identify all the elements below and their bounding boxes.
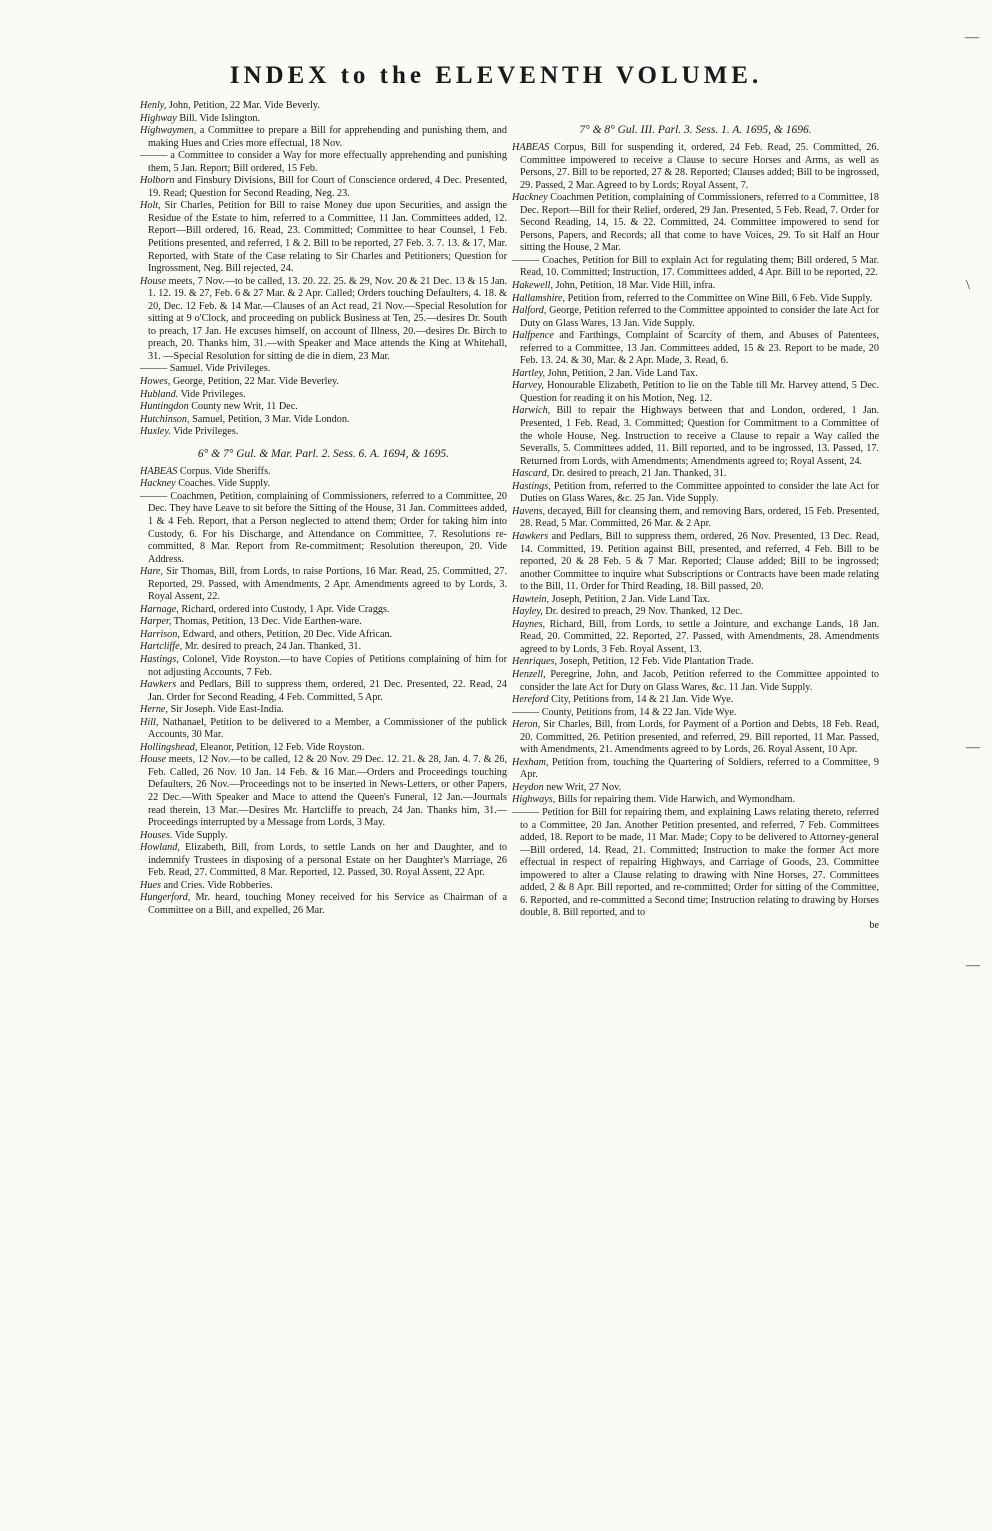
entry-heading: Heydon	[512, 781, 544, 793]
entry-text: Vide Supply.	[172, 829, 228, 841]
entry-text: Eleanor, Petition, 12 Feb. Vide Royston.	[197, 741, 365, 753]
entry-heading: Hutchinson,	[140, 413, 190, 425]
entry-text: and Pedlars, Bill to suppress them, ordered, 26 Nov. Presented, 13 Dec. Read, 14. Committed, 19. Petition against Bill, presented, and referred, 4 Feb. Bill to be reported, 20 & 28 Feb. 5 & 7 Mar. Reported; Clause added; Bill to be ingrossed; another Committee to inquire what Subscriptions or Contracts have been made relating to the Bill, 11. Order for Third Reading, 18. Bill passed, 20.	[520, 530, 879, 593]
entry-text: Richard, Bill, from Lords, to settle a Jointure, and exchange Lands, 18 Jan. Read, 20. Committed, 22. Reported, 27. Passed, with Amendments, 28. Amendments agreed to by Lords, 3 Feb. Royal Assent, 13.	[520, 618, 879, 655]
margin-mark: —	[965, 30, 979, 45]
index-entry	[140, 616, 507, 629]
entry-heading: Hastings,	[140, 653, 179, 665]
entry-heading: Hartcliffe,	[140, 641, 183, 653]
catchword: be	[869, 919, 879, 931]
index-entry	[140, 401, 507, 414]
index-entry	[140, 426, 507, 439]
entry-text: Bills for repairing them. Vide Harwich, and Wymondham.	[555, 794, 796, 806]
index-entry	[512, 368, 879, 381]
entry-text: John, Petition, 22 Mar. Vide Beverly.	[166, 100, 320, 111]
entry-heading: Harwich,	[512, 405, 551, 417]
entry-text: Coachmen Petition, complaining of Commissioners, referred to a Committee, 18 Dec. Report—Bill for their Relief, ordered, 29 Jan. Presented, 5 Feb. Read, 7. Order for Second Reading, 14, 15. & 22. Committed, 24. Committee impowered to send for Persons, Papers, and Records; all that come to have Voices, 29. To sit Half an Hour sitting the House, 2 Mar.	[520, 192, 879, 254]
index-entry	[140, 363, 507, 376]
index-entry	[512, 619, 879, 657]
entry-text: and Pedlars, Bill to suppress them, ordered, 21 Dec. Presented, 22. Read, 24 Jan. Order for Second Reading, 4 Feb. Committed, 5 Apr.	[148, 679, 507, 703]
entry-text: George, Petition, 22 Mar. Vide Beverley.	[170, 376, 339, 388]
entry-text: decayed, Bill for cleansing them, and removing Bars, ordered, 15 Feb. Presented, 28. Read, 5 Mar. Committed, 26 Mar. & 2 Apr.	[520, 505, 879, 530]
entry-heading: HABEAS	[140, 465, 178, 477]
index-entry	[140, 604, 507, 617]
index-entry	[140, 629, 507, 642]
index-entry	[512, 255, 879, 280]
entry-text: Sir Joseph. Vide East-India.	[168, 704, 284, 716]
entry-heading: Harrison,	[140, 628, 180, 640]
index-entry	[512, 293, 879, 306]
margin-mark: —	[966, 740, 980, 755]
session-heading-right: 7° & 8° Gul. III. Parl. 3. Sess. 1. A. 1695, & 1696.	[579, 124, 812, 136]
entry-heading: Hawkers	[512, 530, 549, 542]
index-entry	[140, 389, 507, 402]
entry-heading: Halfpence	[512, 330, 554, 342]
entry-heading: Hill,	[140, 716, 159, 728]
entry-heading: Hare,	[140, 566, 164, 578]
entry-text: Sir Charles, Petition for Bill to raise Money due upon Securities, and assign the Residue of the Estate to him, referred to a Committee, 11 Jan. Committees added, 12. Report—Bill ordered, 16. Read, 23. Committed; Committee to hear Counsel, 1 Feb. Petitions presented, and referred, 1 & 2. Bill to be reported, 27 Feb. 3. 7. 13. & 17, Mar. Reported, with State of the Case relating to Sir Charles and Petitioners; Question for Ingrossment, Neg. Bill rejected, 24.	[148, 200, 507, 275]
index-entry	[512, 606, 879, 619]
entry-text: Petition from, touching the Quartering of Soldiers, referred to a Committee, 9 Apr.	[520, 756, 879, 781]
entry-text: Vide Privileges.	[178, 388, 246, 400]
index-entry	[140, 491, 507, 566]
session-heading-left: 6° & 7° Gul. & Mar. Parl. 2. Sess. 6. A. 1694, & 1695.	[197, 447, 450, 460]
index-entry	[512, 719, 879, 757]
entry-text: Coaches, Petition for Bill to explain Act for regulating them; Bill ordered, 5 Mar. Read, 10. Committed; Instruction, 17. Committees added, 4 Apr. Bill to be reported, 22.	[520, 254, 879, 279]
entry-text: Richard, ordered into Custody, 1 Apr. Vide Craggs.	[178, 603, 390, 615]
entry-text: Elizabeth, Bill, from Lords, to settle Lands on her and Daughter, and to indemnify Trustees in disposing of a personal Estate on her Daughter's Marriage, 26 Feb. Read, 27. Committed, 8 Mar. Reported, 12. Passed, 30. Royal Assent, 22 Apr.	[148, 842, 507, 879]
index-entry	[140, 376, 507, 389]
index-entry	[140, 654, 507, 679]
entry-text: John, Petition, 18 Mar. Vide Hill, infra.	[553, 280, 716, 292]
right-column	[512, 123, 879, 932]
entry-heading: ———	[512, 254, 540, 266]
index-entry	[512, 782, 879, 795]
entry-heading: ———	[512, 706, 540, 718]
index-entry	[512, 794, 879, 807]
index-entry	[140, 754, 507, 829]
entry-text: Bill. Vide Islington.	[176, 112, 261, 124]
index-entry	[140, 414, 507, 427]
entry-text: and Cries. Vide Robberies.	[160, 879, 273, 891]
entry-text: John, Petition, 2 Jan. Vide Land Tax.	[545, 367, 698, 379]
entry-heading: Houses.	[140, 829, 173, 841]
index-entry	[512, 142, 879, 192]
index-entry	[512, 707, 879, 720]
page-title: INDEX to the ELEVENTH VOLUME.	[229, 62, 763, 89]
entry-heading: Highway	[140, 112, 177, 124]
index-entry	[140, 717, 507, 742]
entry-heading: Herne,	[140, 704, 169, 716]
index-entry	[140, 150, 507, 175]
entry-text: Joseph, Petition, 2 Jan. Vide Land Tax.	[549, 593, 711, 605]
entry-heading: Highways,	[512, 794, 556, 806]
entry-heading: Harper,	[140, 616, 172, 628]
index-entry	[512, 656, 879, 669]
entry-heading: Howes,	[140, 376, 171, 388]
entry-text: County new Writ, 11 Dec.	[188, 401, 298, 413]
index-entry	[140, 742, 507, 755]
entry-heading: Hackney	[140, 478, 176, 490]
entry-text: Sir Charles, Bill, from Lords, for Payment of a Portion and Debts, 18 Feb. Read, 20. Committed, 26. Petition presented, and referred, 29. Bill reported, 11 Mar. Passed, with Amendments, 21. Amendments agreed to by Lords, 26. Royal Assent, 10 Apr.	[520, 719, 879, 756]
entry-text: Samuel. Vide Privileges.	[167, 363, 271, 375]
entry-heading: Hexham,	[512, 756, 549, 768]
entry-heading: ———	[140, 150, 168, 162]
entry-heading: Havens,	[512, 505, 546, 517]
index-entry	[512, 280, 879, 293]
index-entry	[512, 757, 879, 782]
entry-text: Petition for Bill for repairing them, and explaining Laws relating thereto, referred to a Committee, 20 Jan. Another Petition presented, and referred, 7 Feb. Committees added, 18. Report to be made, 11 Mar. Made; Copy to be delivered to Attorney-general—Bill ordered, 14. Read, 21. Committed; Instruction to make the former Act more effectual in respect of repairing Highways, and Carriage of Goods, 23. Committee impowered to alter a Clause relating to drawing with Nine Horses, 27. Committees added, 2 & 8 Apr. Bill reported, and re-committed; Order for sitting of the Committee, 6. Reported, and re-committed a Second time; Instruction relating to drawing by Horses double, 8. Bill reported, and to	[520, 806, 879, 919]
entry-text: Sir Thomas, Bill, from Lords, to raise Portions, 16 Mar. Read, 25. Committed, 27. Reported, 29. Passed, with Amendments, 2 Apr. Amendments agreed to by Lords, 3. Royal Assent, 22.	[148, 566, 507, 603]
index-entries-part-1	[140, 100, 507, 439]
entry-heading: Harvey,	[512, 380, 544, 392]
entry-heading: Highwaymen,	[140, 125, 197, 137]
index-entry	[140, 466, 507, 479]
entry-text: Dr. desired to preach, 21 Jan. Thanked, 31.	[549, 468, 727, 480]
entry-heading: Hartley,	[512, 367, 546, 379]
index-entry	[512, 330, 879, 368]
entry-heading: Hallamshire,	[512, 292, 566, 304]
index-entry	[512, 506, 879, 531]
index-entry	[140, 641, 507, 654]
entry-heading: HABEAS	[512, 142, 550, 153]
entry-text: City, Petitions from, 14 & 21 Jan. Vide Wye.	[548, 694, 734, 706]
entry-text: new Writ, 27 Nov.	[543, 781, 622, 793]
entry-heading: Heron,	[512, 719, 541, 731]
index-entry	[512, 807, 879, 920]
entry-heading: Hues	[140, 879, 161, 891]
left-column	[140, 100, 507, 917]
index-entry	[512, 468, 879, 481]
entry-heading: Hayley,	[512, 606, 543, 618]
entry-heading: Harnage,	[140, 603, 179, 615]
index-entry	[512, 405, 879, 468]
index-entry	[512, 481, 879, 506]
index-entry	[140, 566, 507, 604]
entry-heading: Halford,	[512, 305, 547, 317]
entry-text: Peregrine, John, and Jacob, Petition referred to the Committee appointed to consider the late Act for Duty on Glass Wares, &c. 11 Jan. Vide Supply.	[520, 668, 879, 693]
entry-text: Dr. desired to preach, 29 Nov. Thanked, 12 Dec.	[542, 606, 743, 618]
entry-heading: Huxley.	[140, 426, 171, 438]
entry-text: County, Petitions from, 14 & 22 Jan. Vide Wye.	[539, 706, 737, 718]
entry-heading: House	[140, 754, 167, 766]
index-entry	[140, 892, 507, 917]
entry-text: Corpus, Bill for suspending it, ordered, 24 Feb. Read, 25. Committed, 26. Committee impowered to receive a Clause to secure Horses and Arms, as well as Persons, 27. Bill to be reported, 27 & 28. Reported; Clauses added; Bill to be ingrossed, 29. Passed, 2 Mar. Agreed to by Lords; Royal Assent, 7.	[520, 142, 879, 191]
index-entry	[140, 830, 507, 843]
entry-text: Honourable Elizabeth, Petition to lie on the Table till Mr. Harvey attend, 5 Dec. Question for reading it on his Motion, Neg. 12.	[520, 380, 879, 404]
index-entry	[140, 125, 507, 150]
index-entry	[140, 842, 507, 880]
entry-text: Bill to repair the Highways between that and London, ordered, 1 Jan. Presented, 1 Feb. Read, 3. Committed; Question for Commitment to a Committee of the whole House, Neg. Instruction to receive a Clause to repair a Way called the Severalls, 5. Committees added, 11. Bill reported, and to be ingrossed, 13. Passed, 17. Returned from Lords, with Amendments; Amendments agreed to; Royal Assent, 24.	[520, 405, 879, 467]
entry-heading: Hungerford,	[140, 892, 191, 904]
entry-text: Mr. heard, touching Money received for his Service as Chairman of a Committee on a Bill, and expelled, 26 Mar.	[148, 892, 507, 916]
entry-text: Nathanael, Petition to be delivered to a Member, a Commissioner of the publick Accounts, 30 Mar.	[148, 716, 507, 741]
entry-heading: House	[140, 275, 167, 287]
index-entry	[140, 880, 507, 893]
entry-heading: Henriques,	[512, 656, 557, 668]
index-entry	[140, 100, 507, 113]
entry-heading: Holt,	[140, 200, 161, 212]
entry-text: a Committee to consider a Way for more effectually apprehending and punishing them, 5 Jan. Report; Bill ordered, 15 Feb.	[148, 150, 507, 174]
index-entry	[512, 192, 879, 255]
entry-heading: Hackney	[512, 192, 548, 204]
index-entry	[512, 380, 879, 405]
entry-text: Samuel, Petition, 3 Mar. Vide London.	[189, 413, 350, 425]
index-entries-right	[512, 142, 879, 920]
index-entry	[140, 478, 507, 491]
entry-heading: Hereford	[512, 694, 549, 706]
entry-heading: Henzell,	[512, 668, 546, 680]
entry-heading: Hollingshead,	[140, 741, 198, 753]
entry-text: Thomas, Petition, 13 Dec. Vide Earthen-ware.	[171, 616, 362, 628]
index-entry	[512, 594, 879, 607]
index-entry	[140, 679, 507, 704]
entry-text: meets, 7 Nov.—to be called, 13. 20. 22. 25. & 29, Nov. 20 & 21 Dec. 13 & 15 Jan. 1. 12. 19. & 27, Feb. 6 & 27 Mar. & 2 Apr. Called; Orders touching Defaulters, 4. 18. & 20, Dec. 12 Feb. & 14 Mar.—Clauses of an Act read, 21 Nov.—Special Resolution for sitting at 9 o'Clock, and proceeding on publick Business at Ten, 25.—desires Dr. South to preach, 17 Jan. He excuses himself, on account of Illness, 20.—desires Dr. Birch to preach, 20. Thanks him, 31.—with Speaker and Mace attends the King at Whitehall, 31. —Special Resolution for sitting de die in diem, 23 Mar.	[148, 275, 507, 362]
index-entry	[140, 704, 507, 717]
entry-heading: Hawtein,	[512, 593, 550, 605]
index-entry	[140, 175, 507, 200]
entry-heading: Hascard,	[512, 468, 550, 480]
index-entry	[140, 200, 507, 275]
entry-heading: Hawkers	[140, 679, 177, 691]
entry-heading: ———	[140, 490, 168, 502]
entry-text: Mr. desired to preach, 24 Jan. Thanked, 31.	[182, 641, 362, 653]
margin-mark: —	[966, 958, 980, 973]
entry-heading: ———	[512, 806, 540, 818]
index-entry	[512, 305, 879, 330]
index-entry	[512, 669, 879, 694]
entry-heading: Howland,	[140, 842, 180, 854]
index-entries-part-2	[140, 466, 507, 918]
entry-text: Edward, and others, Petition, 20 Dec. Vide African.	[179, 628, 393, 640]
entry-heading: Hubland.	[140, 388, 179, 400]
entry-text: a Committee to prepare a Bill for apprehending and punishing them, and making Hues and Cries more effectual, 18 Nov.	[148, 125, 507, 149]
entry-text: meets, 12 Nov.—to be called, 12 & 20 Nov. 29 Dec. 12. 21. & 28, Jan. 4. 7. & 26, Feb. Called, 26 Nov. 10 Jan. 14 Feb. & 16 Mar.—Orders and Proceedings touching Defaulters, 26 Nov.—Proceedings not to be inserted in News-Letters, or other Papers, 22 Dec.—With Speaker and Mace to attend the Queen's Funeral, 12 Jan.—Journals read therein, 13 Mar.—Desires Mr. Hartcliffe to preach, 24 Jan. Thanks him, 31.—Proceedings interrupted by a Message from Lords, 3 May.	[148, 754, 507, 829]
entry-heading: Hastings,	[512, 480, 551, 492]
entry-text: Vide Privileges.	[170, 426, 239, 438]
entry-text: Coaches. Vide Supply.	[175, 478, 271, 490]
entry-heading: Henly,	[140, 100, 167, 111]
entry-text: Joseph, Petition, 12 Feb. Vide Plantation Trade.	[557, 656, 754, 668]
entry-text: Colonel, Vide Royston.—to have Copies of Petitions complaining of him for not adjusting Accounts, 7 Feb.	[148, 653, 507, 678]
entry-text: George, Petition referred to the Committee appointed to consider the late Act for Duty on Glass Wares, 13 Jan. Vide Supply.	[520, 305, 879, 329]
margin-mark: \	[966, 278, 970, 293]
index-entry	[140, 276, 507, 364]
entry-text: Coachmen, Petition, complaining of Commissioners, referred to a Committee, 20 Dec. They have Leave to sit before the Sitting of the House, 31 Jan. Committees added, 1 & 4 Feb. Report, that a Person neglected to attend them; Order for taking him into Custody, 6. For his Discharge, and Attendance on Committee, 7. Resolutions re-committed, 8 Mar. Report from Re-commitment; Resolution thereupon, 20. Vide Address.	[148, 490, 507, 565]
entry-text: and Finsbury Divisions, Bill for Court of Conscience ordered, 4 Dec. Presented, 19. Read; Question for Second Reading, Neg. 23.	[148, 175, 507, 199]
entry-heading: Hakewell,	[512, 280, 554, 292]
entry-text: Petition from, referred to the Committee on Wine Bill, 6 Feb. Vide Supply.	[565, 292, 873, 304]
entry-text: and Farthings, Complaint of Scarcity of them, and Abuses of Patentees, referred to a Committee, 13 Jan. Committees added, 15 & 23. Report to be made, 20 Feb. 13. 24. & 30, Mar. & 2 Apr. Made, 3. Read, 6.	[520, 330, 879, 367]
entry-text: Petition from, referred to the Committee appointed to consider the late Act for Duties on Glass Wares, &c. 25 Jan. Vide Supply.	[520, 480, 879, 505]
entry-heading: Haynes,	[512, 618, 546, 630]
entry-heading: Holborn	[140, 175, 175, 187]
index-entry	[512, 694, 879, 707]
entry-heading: ———	[140, 363, 168, 375]
entry-text: Corpus. Vide Sheriffs.	[177, 465, 271, 477]
index-entry	[512, 531, 879, 594]
index-entry	[140, 113, 507, 126]
entry-heading: Huntingdon	[140, 401, 189, 413]
